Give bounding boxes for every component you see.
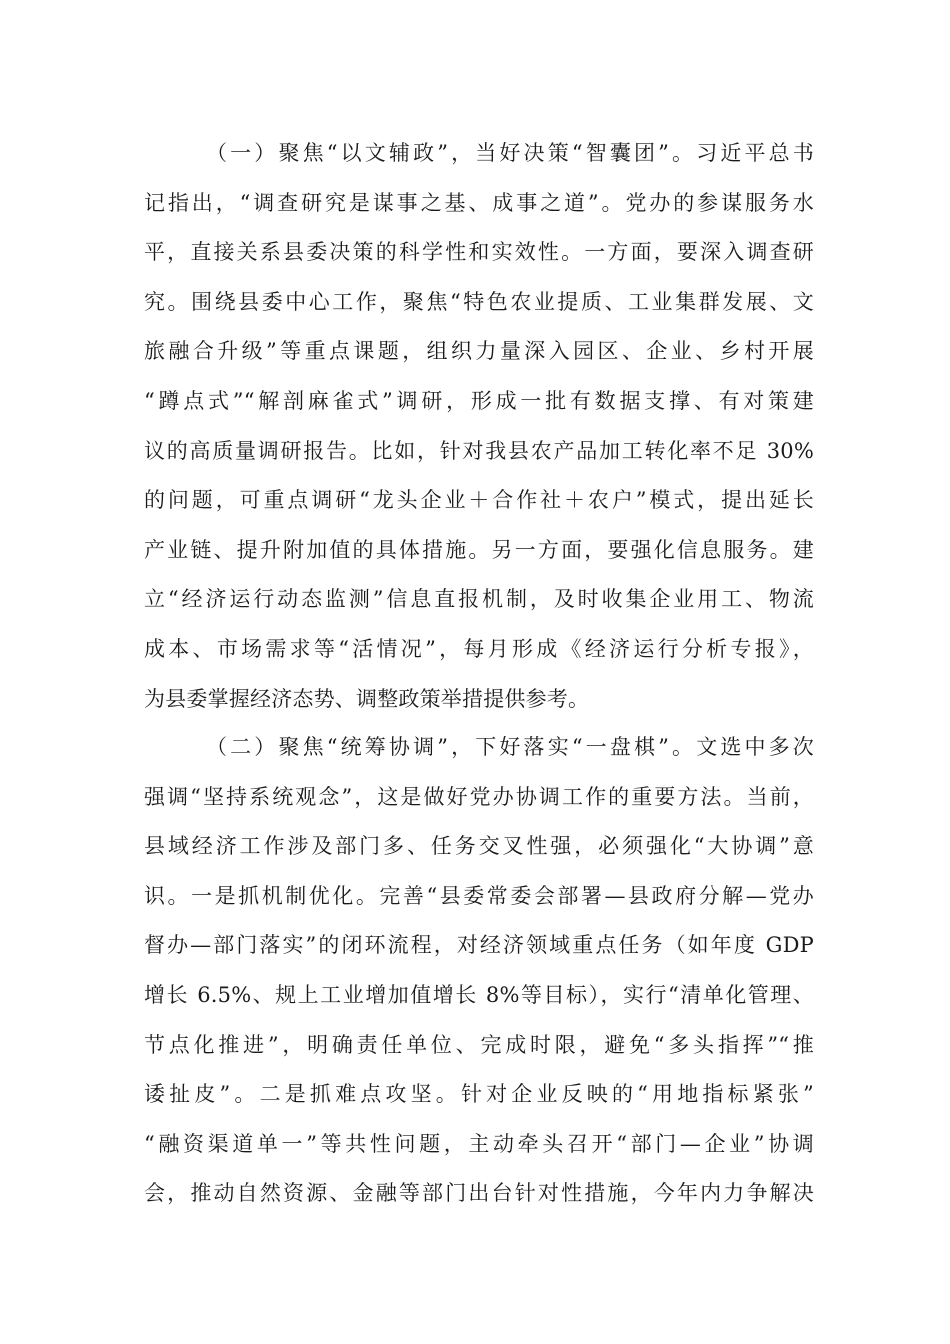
paragraph-line: 督办—部门落实”的闭环流程，对经济领域重点任务（如年度 GDP <box>144 933 814 958</box>
paragraph-line: 立“经济运行动态监测”信息直报机制，及时收集企业用工、物流 <box>144 587 814 612</box>
paragraph-2 <box>144 723 814 1219</box>
paragraph-line: 平，直接关系县委决策的科学性和实效性。一方面，要深入调查研 <box>144 240 814 265</box>
paragraph-line: 记指出，“调查研究是谋事之基、成事之道”。党办的参谋服务水 <box>144 190 814 215</box>
paragraph-line: 诿扯皮”。二是抓难点攻坚。针对企业反映的“用地指标紧张” <box>144 1082 814 1107</box>
paragraph-line: “蹲点式”“解剖麻雀式”调研，形成一批有数据支撑、有对策建 <box>144 388 814 413</box>
paragraph-1 <box>144 129 814 724</box>
paragraph-line: 成本、市场需求等“活情况”，每月形成《经济运行分析专报》， <box>144 636 814 661</box>
paragraph-line: （一）聚焦“以文辅政”，当好决策“智囊团”。习近平总书 <box>206 141 814 165</box>
paragraph-line: “融资渠道单一”等共性问题，主动牵头召开“部门—企业”协调 <box>144 1131 814 1156</box>
paragraph-line: 增长 6.5%、规上工业增加值增长 8%等目标），实行“清单化管理、 <box>144 982 814 1007</box>
paragraph-line: 议的高质量调研报告。比如，针对我县农产品加工转化率不足 30% <box>144 438 814 463</box>
paragraph-line-last: 为县委掌握经济态势、调整政策举措提供参考。 <box>144 686 590 711</box>
paragraph-line: 产业链、提升附加值的具体措施。另一方面，要强化信息服务。建 <box>144 537 814 562</box>
paragraph-line: 的问题，可重点调研“龙头企业＋合作社＋农户”模式，提出延长 <box>144 488 814 513</box>
paragraph-line: 识。一是抓机制优化。完善“县委常委会部署—县政府分解—党办 <box>144 883 814 908</box>
paragraph-line: 节点化推进”，明确责任单位、完成时限，避免“多头指挥”“推 <box>144 1032 814 1057</box>
paragraph-line: 会，推动自然资源、金融等部门出台针对性措施，今年内力争解决 <box>144 1181 814 1206</box>
paragraph-line: 究。围绕县委中心工作，聚焦“特色农业提质、工业集群发展、文 <box>144 289 814 314</box>
paragraph-line: 县域经济工作涉及部门多、任务交叉性强，必须强化“大协调”意 <box>144 834 814 859</box>
paragraph-line: （二）聚焦“统筹协调”，下好落实“一盘棋”。文选中多次 <box>206 735 814 759</box>
paragraph-line: 强调“坚持系统观念”，这是做好党办协调工作的重要方法。当前， <box>144 784 814 809</box>
paragraph-line: 旅融合升级”等重点课题，组织力量深入园区、企业、乡村开展 <box>144 339 814 364</box>
